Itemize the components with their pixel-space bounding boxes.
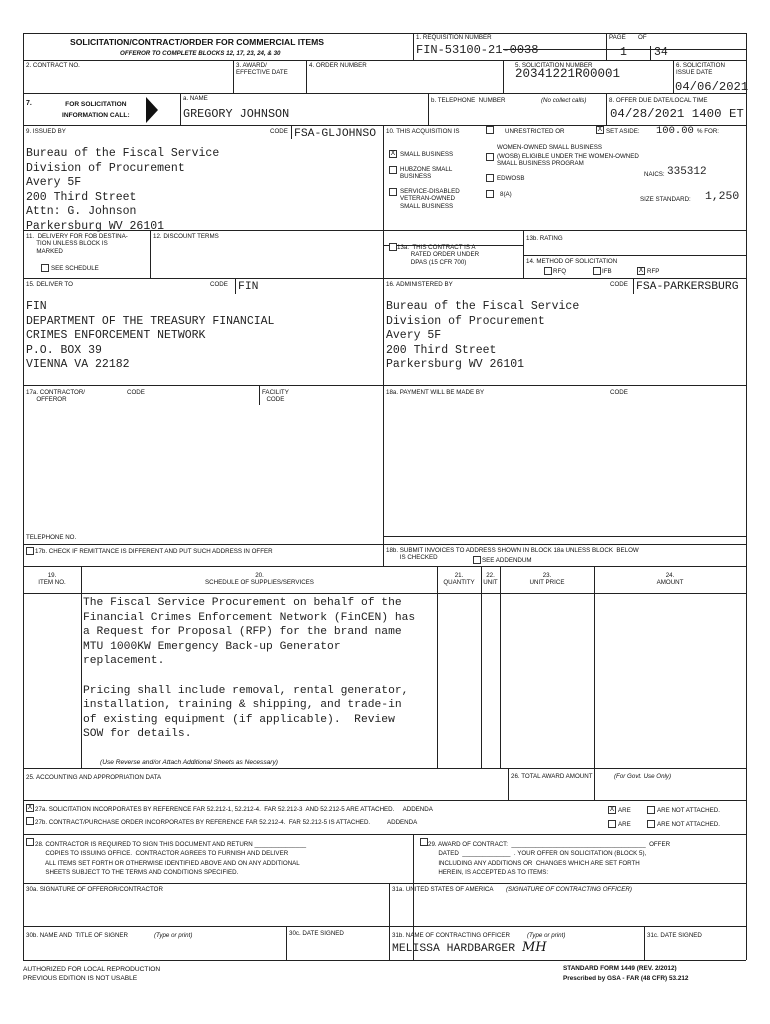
- col-item-no: 19. ITEM NO.: [38, 572, 66, 587]
- 27b-are-label: ARE: [618, 821, 631, 828]
- offer-due-value[interactable]: 04/28/2021 1400 ET: [610, 107, 744, 121]
- ifb-checkbox[interactable]: [593, 267, 601, 275]
- 27a-are-label: ARE: [618, 807, 631, 814]
- method-label: 14. METHOD OF SOLICITATION: [526, 258, 618, 265]
- issued-by-address[interactable]: Bureau of the Fiscal Service Division of Procurement Avery 5F 200 Third Street Attn: G. Johnson Parkersburg WV 26101: [26, 147, 220, 233]
- administered-by-code-value[interactable]: FSA-PARKERSBURG: [636, 281, 739, 293]
- set-aside-percent[interactable]: 100.00: [656, 125, 694, 137]
- see-schedule-label: SEE SCHEDULE: [51, 265, 99, 272]
- administered-by-label: 16. ADMINISTERED BY: [386, 281, 453, 288]
- reverse-note: (Use Reverse and/or Attach Additional Sheets as Necessary): [100, 759, 278, 766]
- unrestricted-label: UNRESTRICTED OR: [505, 128, 565, 135]
- form-number: STANDARD FORM 1449 (REV. 2/2012): [563, 965, 677, 972]
- form-title: SOLICITATION/CONTRACT/ORDER FOR COMMERCIAL ITEMS: [70, 37, 324, 47]
- page-value[interactable]: 1: [620, 46, 627, 59]
- 8a-label: 8(A): [500, 191, 512, 198]
- see-schedule-checkbox[interactable]: [41, 264, 49, 272]
- hubzone-checkbox[interactable]: [389, 166, 397, 174]
- offeror-date-label: 30c. DATE SIGNED: [289, 930, 344, 937]
- wosb-label: (WOSB) ELIGIBLE UNDER THE WOMEN-OWNED SMALL BUSINESS PROGRAM: [497, 153, 639, 168]
- edwosb-checkbox[interactable]: [486, 174, 494, 182]
- discount-terms-label: 12. DISCOUNT TERMS: [153, 233, 219, 240]
- administered-by-code-label: CODE: [610, 281, 628, 288]
- form-subtitle: OFFEROR TO COMPLETE BLOCKS 12, 17, 23, 24, & 30: [120, 50, 281, 57]
- rating-label: 13b. RATING: [526, 235, 563, 242]
- deliver-to-label: 15. DELIVER TO: [26, 281, 73, 288]
- co-name-label: 31b. NAME OF CONTRACTING OFFICER: [392, 932, 510, 939]
- deliver-to-code-label: CODE: [210, 281, 228, 288]
- co-date-label: 31c. DATE SIGNED: [647, 932, 702, 939]
- 27a-label: 27a. SOLICITATION INCORPORATES BY REFERENCE FAR 52.212-1, 52.212-4. FAR 52.212-3 AND 52.212-5 ARE ATTACHED. ADDENDA: [35, 806, 433, 813]
- 28-checkbox[interactable]: [26, 838, 34, 846]
- ifb-label: IFB: [602, 268, 612, 275]
- administered-by-address[interactable]: Bureau of the Fiscal Service Division of Procurement Avery 5F 200 Third Street Parkersburg WV 26101: [386, 300, 580, 372]
- accounting-label: 25. ACCOUNTING AND APPROPRIATION DATA: [26, 774, 162, 781]
- percent-for-label: % FOR:: [697, 128, 720, 135]
- col-unit: 22. UNIT: [483, 572, 498, 587]
- rated-order-label: 13a. THIS CONTRACT IS A RATED ORDER UNDER DPAS (15 CFR 700): [397, 244, 480, 266]
- wosb-checkbox[interactable]: [486, 153, 494, 161]
- small-business-label: SMALL BUSINESS: [400, 151, 454, 158]
- award-contract-label: 29. AWARD OF CONTRACT: _______________________________________ OFFER DATED ______________ . YOUR OFFER ON SOLICITATION (BLOCK 5), INCLUDING ANY ADDITIONS OR CHANGES WHICH ARE SET FORTH HEREIN, IS ACCEPTED AS TO ITEMS:: [428, 841, 671, 877]
- no-collect-note: (No collect calls): [541, 97, 587, 104]
- facility-code-label: FACILITY CODE: [262, 389, 289, 404]
- requisition-number-value[interactable]: FIN-53100-21-0038: [416, 43, 539, 57]
- naics-label: NAICS:: [644, 171, 665, 178]
- 8a-checkbox[interactable]: [486, 190, 494, 198]
- contract-no-label: 2. CONTRACT NO.: [26, 62, 80, 69]
- solicitation-info-label: FOR SOLICITATION INFORMATION CALL:: [62, 101, 130, 119]
- usa-note: (SIGNATURE OF CONTRACTING OFFICER): [506, 886, 632, 893]
- naics-value[interactable]: 335312: [667, 166, 707, 178]
- page-label: PAGE: [609, 34, 626, 41]
- contractor-code-label: CODE: [127, 389, 145, 396]
- 27a-checkbox[interactable]: [26, 804, 34, 812]
- wosb-heading: WOMEN-OWNED SMALL BUSINESS: [497, 144, 602, 151]
- total-award-note: (For Govt. Use Only): [614, 773, 672, 780]
- set-aside-checkbox[interactable]: [596, 126, 604, 134]
- sdvosb-label: SERVICE-DISABLED VETERAN-OWNED SMALL BUSINESS: [400, 188, 460, 210]
- arrow-right-icon: [146, 97, 158, 123]
- contractor-sign-label: 28. CONTRACTOR IS REQUIRED TO SIGN THIS DOCUMENT AND RETURN _______________ COPIES TO ISSUING OFFICE. CONTRACTOR AGREES TO FURNISH AND DELIVER ALL ITEMS SET FORTH OR OTHERWISE IDENTIFIED ABOVE AND ON ANY ADDITIONAL SHEETS SUBJECT TO THE TERMS AND CONDITIONS SPECIFIED.: [35, 841, 307, 877]
- rfq-checkbox[interactable]: [544, 267, 552, 275]
- 27a-are-checkbox[interactable]: [608, 806, 616, 814]
- 29-checkbox[interactable]: [420, 838, 428, 846]
- deliver-to-address[interactable]: FIN DEPARTMENT OF THE TREASURY FINANCIAL CRIMES ENFORCEMENT NETWORK P.O. BOX 39 VIENNA VA 22182: [26, 300, 275, 372]
- deliver-to-code-value[interactable]: FIN: [238, 281, 259, 293]
- see-addendum-label: SEE ADDENDUM: [482, 557, 532, 564]
- telephone-label: b. TELEPHONE NUMBER: [431, 97, 506, 104]
- hubzone-label: HUBZONE SMALL BUSINESS: [400, 166, 453, 181]
- see-addendum-checkbox[interactable]: [473, 556, 481, 564]
- payment-code-label: CODE: [610, 389, 628, 396]
- block7-number: 7.: [26, 100, 32, 107]
- co-signature: MH: [522, 940, 547, 955]
- signer-name-label: 30b. NAME AND TITLE OF SIGNER: [26, 932, 129, 939]
- contact-name-label: a. NAME: [183, 95, 208, 102]
- acquisition-label: 10. THIS ACQUISITION IS: [386, 128, 460, 135]
- prescribed-by: Prescribed by GSA - FAR (48 CFR) 53.212: [563, 975, 689, 982]
- col-amount: 24. AMOUNT: [656, 572, 684, 587]
- offer-due-label: 8. OFFER DUE DATE/LOCAL TIME: [609, 97, 708, 104]
- size-standard-label: SIZE STANDARD:: [640, 196, 691, 203]
- issue-date-value[interactable]: 04/06/2021: [675, 80, 749, 94]
- size-standard-value[interactable]: 1,250: [705, 191, 740, 203]
- col-unit-price: 23. UNIT PRICE: [529, 572, 565, 587]
- total-award-label: 26. TOTAL AWARD AMOUNT: [511, 773, 593, 780]
- page-of-value[interactable]: 34: [654, 46, 668, 59]
- schedule-description[interactable]: The Fiscal Service Procurement on behalf of the Financial Crimes Enforcement Network (FinCEN) has a Request for Proposal (RFP) for the brand name MTU 1000KW Emergency Back-up Generator replacement. Pricing shall include removal, rental generator, installation, training & shipping, and trade-in of existing equipment (if applicable). Review SOW for details.: [83, 597, 416, 741]
- award-date-label: 3. AWARD/ EFFECTIVE DATE: [236, 62, 288, 77]
- 27b-label: 27b. CONTRACT/PURCHASE ORDER INCORPORATES BY REFERENCE FAR 52.212-4. FAR 52.212-5 IS ATTACHED. ADDENDA: [35, 819, 418, 826]
- col-schedule: 20. SCHEDULE OF SUPPLIES/SERVICES: [205, 572, 314, 587]
- 27b-are-not-label: ARE NOT ATTACHED.: [657, 821, 720, 828]
- rated-order-checkbox[interactable]: [389, 243, 397, 251]
- order-number-label: 4. ORDER NUMBER: [309, 62, 367, 69]
- submit-invoices-label: 18b. SUBMIT INVOICES TO ADDRESS SHOWN IN BLOCK 18a UNLESS BLOCK BELOW IS CHECKED: [386, 547, 639, 562]
- rfp-checkbox[interactable]: [637, 267, 645, 275]
- co-name-note: (Type or print): [527, 932, 566, 939]
- 27b-are-checkbox[interactable]: [608, 820, 616, 828]
- edwosb-label: EDWOSB: [497, 175, 525, 182]
- issued-by-code-label: CODE: [270, 128, 288, 135]
- 27a-are-not-label: ARE NOT ATTACHED.: [657, 807, 720, 814]
- footer-left: AUTHORIZED FOR LOCAL REPRODUCTION PREVIOUS EDITION IS NOT USABLE: [23, 966, 161, 982]
- co-name-value[interactable]: MELISSA HARDBARGER: [392, 943, 516, 955]
- 27b-checkbox[interactable]: [26, 817, 34, 825]
- 27b-are-not-checkbox[interactable]: [647, 820, 655, 828]
- col-quantity: 21. QUANTITY: [443, 572, 475, 587]
- payment-by-label: 18a. PAYMENT WILL BE MADE BY: [386, 389, 485, 396]
- unrestricted-checkbox[interactable]: [486, 126, 494, 134]
- contractor-label: 17a. CONTRACTOR/ OFFEROR: [26, 389, 86, 404]
- issued-by-label: 9. ISSUED BY: [26, 128, 66, 135]
- issued-by-code-value[interactable]: FSA-GLJOHNSO: [294, 128, 377, 140]
- signer-name-note: (Type or print): [154, 932, 193, 939]
- solicitation-number-label: 5. SOLICITATION NUMBER: [515, 62, 593, 69]
- remittance-label: 17b. CHECK IF REMITTANCE IS DIFFERENT AND PUT SUCH ADDRESS IN OFFER: [35, 548, 273, 555]
- usa-label: 31a. UNITED STATES OF AMERICA: [392, 886, 494, 893]
- telephone-no-label: TELEPHONE NO.: [26, 534, 77, 541]
- sdvosb-checkbox[interactable]: [389, 188, 397, 196]
- solicitation-number-value[interactable]: 20341221R00001: [515, 67, 621, 81]
- rfp-label: RFP: [647, 268, 660, 275]
- set-aside-label: SET ASIDE:: [606, 128, 640, 135]
- requisition-number-label: 1. REQUISITION NUMBER: [416, 34, 492, 41]
- contact-name-value[interactable]: GREGORY JOHNSON: [183, 107, 290, 121]
- remittance-checkbox[interactable]: [26, 547, 34, 555]
- small-business-checkbox[interactable]: [389, 150, 397, 158]
- issue-date-label: 6. SOLICITATION ISSUE DATE: [676, 62, 725, 77]
- offeror-signature-label: 30a. SIGNATURE OF OFFEROR/CONTRACTOR: [26, 886, 163, 893]
- fob-destination-label: 11. DELIVERY FOR FOB DESTINA- TION UNLESS BLOCK IS MARKED: [26, 233, 128, 255]
- of-label: OF: [638, 34, 647, 41]
- 27a-are-not-checkbox[interactable]: [647, 806, 655, 814]
- rfq-label: RFQ: [553, 268, 567, 275]
